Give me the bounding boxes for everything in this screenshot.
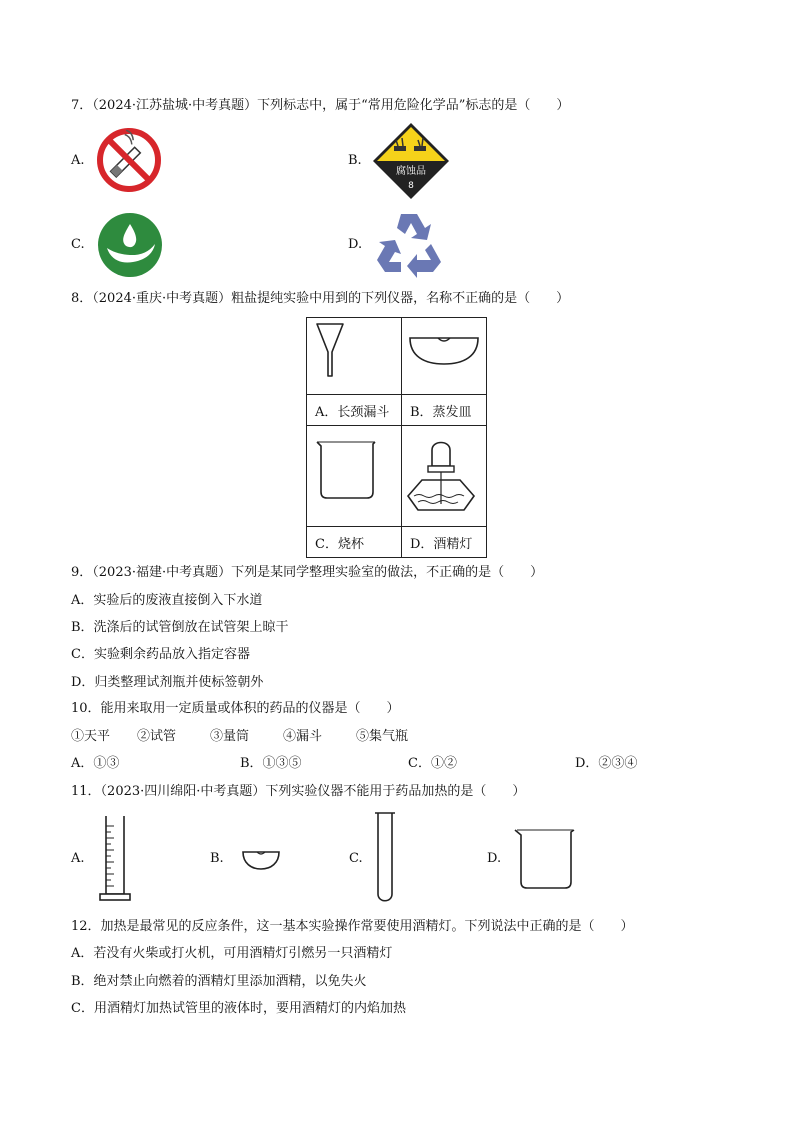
beaker-icon: [307, 426, 401, 526]
q12-option-a[interactable]: A．若没有火柴或打火机，可用酒精灯引燃另一只酒精灯: [71, 946, 393, 961]
alcohol-lamp-icon: [402, 426, 486, 526]
q7-option-d-letter[interactable]: D.: [348, 237, 363, 252]
q10-stem: 10．能用来取用一定质量或体积的药品的仪器是（ ）: [71, 701, 400, 716]
q9-option-a[interactable]: A．实验后的废液直接倒入下水道: [71, 593, 263, 608]
q11-option-a-letter[interactable]: A.: [71, 851, 85, 866]
q8-cell-c-label[interactable]: C．烧杯: [307, 527, 402, 558]
q9-option-b[interactable]: B．洗涤后的试管倒放在试管架上晾干: [71, 620, 289, 635]
q12-stem: 12．加热是最常见的反应条件，这一基本实验操作常要使用酒精灯。下列说法中正确的是（ ）: [71, 919, 634, 934]
evaporating-dish-icon: [402, 318, 486, 394]
q8-cell-d-image[interactable]: [402, 426, 487, 527]
q7-option-c-letter[interactable]: C.: [71, 237, 85, 252]
q8-cell-b-label[interactable]: B．蒸发皿: [402, 395, 487, 426]
corrosive-hazard-icon: [372, 122, 450, 200]
corrosive-sign-number: 8: [408, 181, 414, 191]
q7-option-b-letter[interactable]: B.: [348, 153, 362, 168]
q7-option-a-letter[interactable]: A.: [71, 153, 85, 168]
q10-option-c[interactable]: C．①②: [408, 756, 457, 771]
q9-stem: 9．（2023·福建·中考真题）下列是某同学整理实验室的做法，不正确的是（ ）: [71, 565, 544, 580]
funnel-icon: [307, 318, 401, 394]
graduated-cylinder-icon: [98, 814, 132, 904]
beaker-icon: [513, 828, 577, 892]
q10-option-d[interactable]: D．②③④: [575, 756, 638, 771]
q11-option-c-letter[interactable]: C.: [349, 851, 363, 866]
q10-item-5: ⑤集气瓶: [356, 729, 409, 744]
q7-stem: 7．（2024·江苏盐城·中考真题）下列标志中，属于“常用危险化学品”标志的是（ ）: [71, 98, 570, 113]
q8-cell-c-image[interactable]: [307, 426, 402, 527]
q10-option-b[interactable]: B．①③⑤: [240, 756, 302, 771]
q8-cell-d-label[interactable]: D．酒精灯: [402, 527, 487, 558]
q12-option-c[interactable]: C．用酒精灯加热试管里的液体时，要用酒精灯的内焰加热: [71, 1001, 406, 1016]
q8-instrument-table: [306, 317, 487, 558]
corrosive-sign-text: 腐蚀品: [396, 166, 426, 177]
q10-option-a[interactable]: A．①③: [71, 756, 120, 771]
q10-item-1: ①天平: [71, 729, 111, 744]
q11-stem: 11．（2023·四川绵阳·中考真题）下列实验仪器不能用于药品加热的是（ ）: [71, 784, 526, 799]
q10-item-3: ③量筒: [210, 729, 250, 744]
test-tube-icon: [374, 810, 396, 906]
q9-option-c[interactable]: C．实验剩余药品放入指定容器: [71, 647, 250, 662]
q10-item-2: ②试管: [137, 729, 177, 744]
evaporating-dish-icon: [242, 850, 280, 872]
recycle-icon: [373, 210, 445, 276]
q8-cell-b-image[interactable]: [402, 318, 487, 395]
no-smoking-icon: [96, 127, 162, 193]
q12-option-b[interactable]: B．绝对禁止向燃着的酒精灯里添加酒精，以免失火: [71, 974, 367, 989]
q11-option-d-letter[interactable]: D.: [487, 851, 502, 866]
q10-item-4: ④漏斗: [283, 729, 323, 744]
q9-option-d[interactable]: D．归类整理试剂瓶并使标签朝外: [71, 675, 264, 690]
q8-cell-a-label[interactable]: A．长颈漏斗: [307, 395, 402, 426]
water-saving-icon: [97, 212, 163, 278]
q8-stem: 8．（2024·重庆·中考真题）粗盐提纯实验中用到的下列仪器，名称不正确的是（ ）: [71, 291, 570, 306]
q11-option-b-letter[interactable]: B.: [210, 851, 224, 866]
q8-cell-a-image[interactable]: [307, 318, 402, 395]
